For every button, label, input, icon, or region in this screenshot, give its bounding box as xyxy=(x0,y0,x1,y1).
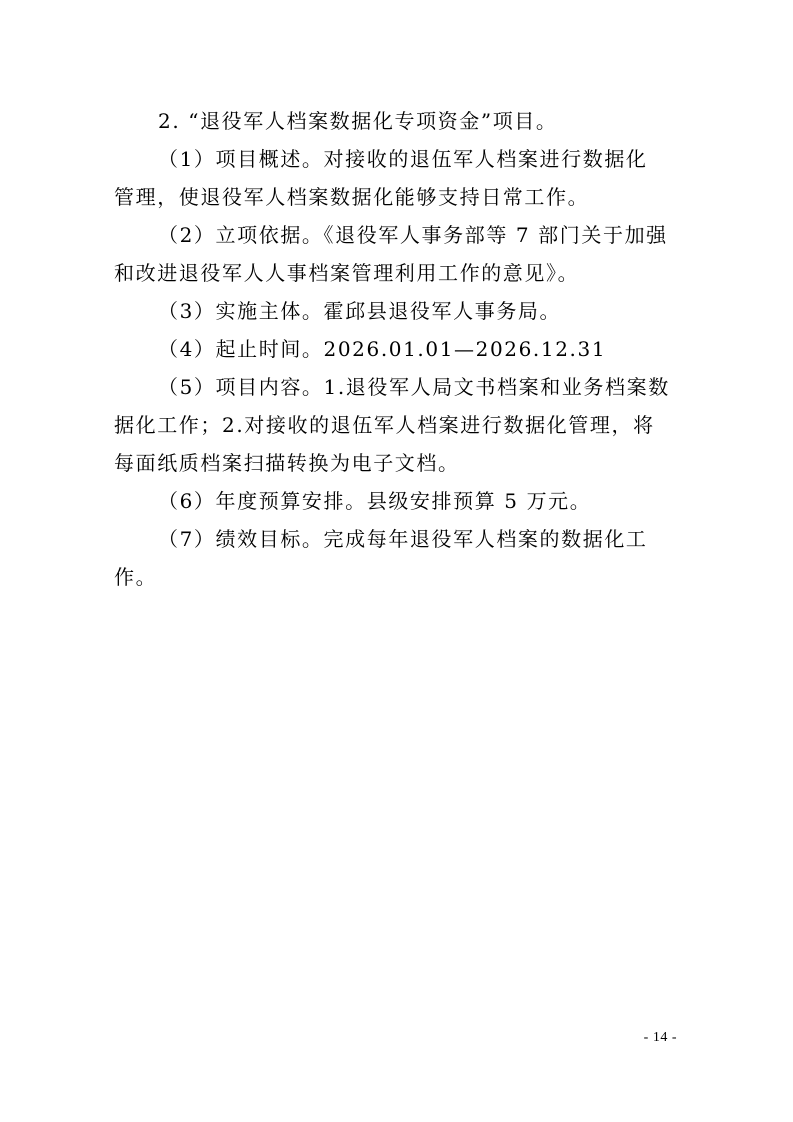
paragraph-overview-line-2: 管理，使退役军人档案数据化能够支持日常工作。 xyxy=(114,185,590,209)
paragraph-overview-line-1: （1）项目概述。对接收的退伍军人档案进行数据化 xyxy=(158,147,648,171)
paragraph-basis-line-2: 和改进退役军人人事档案管理利用工作的意见》。 xyxy=(114,261,580,285)
paragraph-implementer: （3）实施主体。霍邱县退役军人事务局。 xyxy=(158,299,562,323)
paragraph-content-line-1: （5）项目内容。1.退役军人局文书档案和业务档案数 xyxy=(158,375,670,399)
paragraph-basis-line-1: （2）立项依据。《退役军人事务部等 7 部门关于加强 xyxy=(158,223,668,247)
paragraph-duration: （4）起止时间。2026.01.01—2026.12.31 xyxy=(158,337,607,361)
paragraph-content-line-3: 每面纸质档案扫描转换为电子文档。 xyxy=(114,451,460,475)
paragraph-goal-line-1: （7）绩效目标。完成每年退役军人档案的数据化工 xyxy=(158,527,648,551)
page-number: - 14 - xyxy=(643,1030,677,1045)
paragraph-content-line-2: 据化工作；2.对接收的退伍军人档案进行数据化管理，将 xyxy=(114,413,655,437)
section-heading-project-2: 2. “退役军人档案数据化专项资金”项目。 xyxy=(158,109,558,133)
paragraph-budget: （6）年度预算安排。县级安排预算 5 万元。 xyxy=(158,489,592,513)
paragraph-goal-line-2: 作。 xyxy=(114,565,158,589)
document-body xyxy=(114,102,680,596)
